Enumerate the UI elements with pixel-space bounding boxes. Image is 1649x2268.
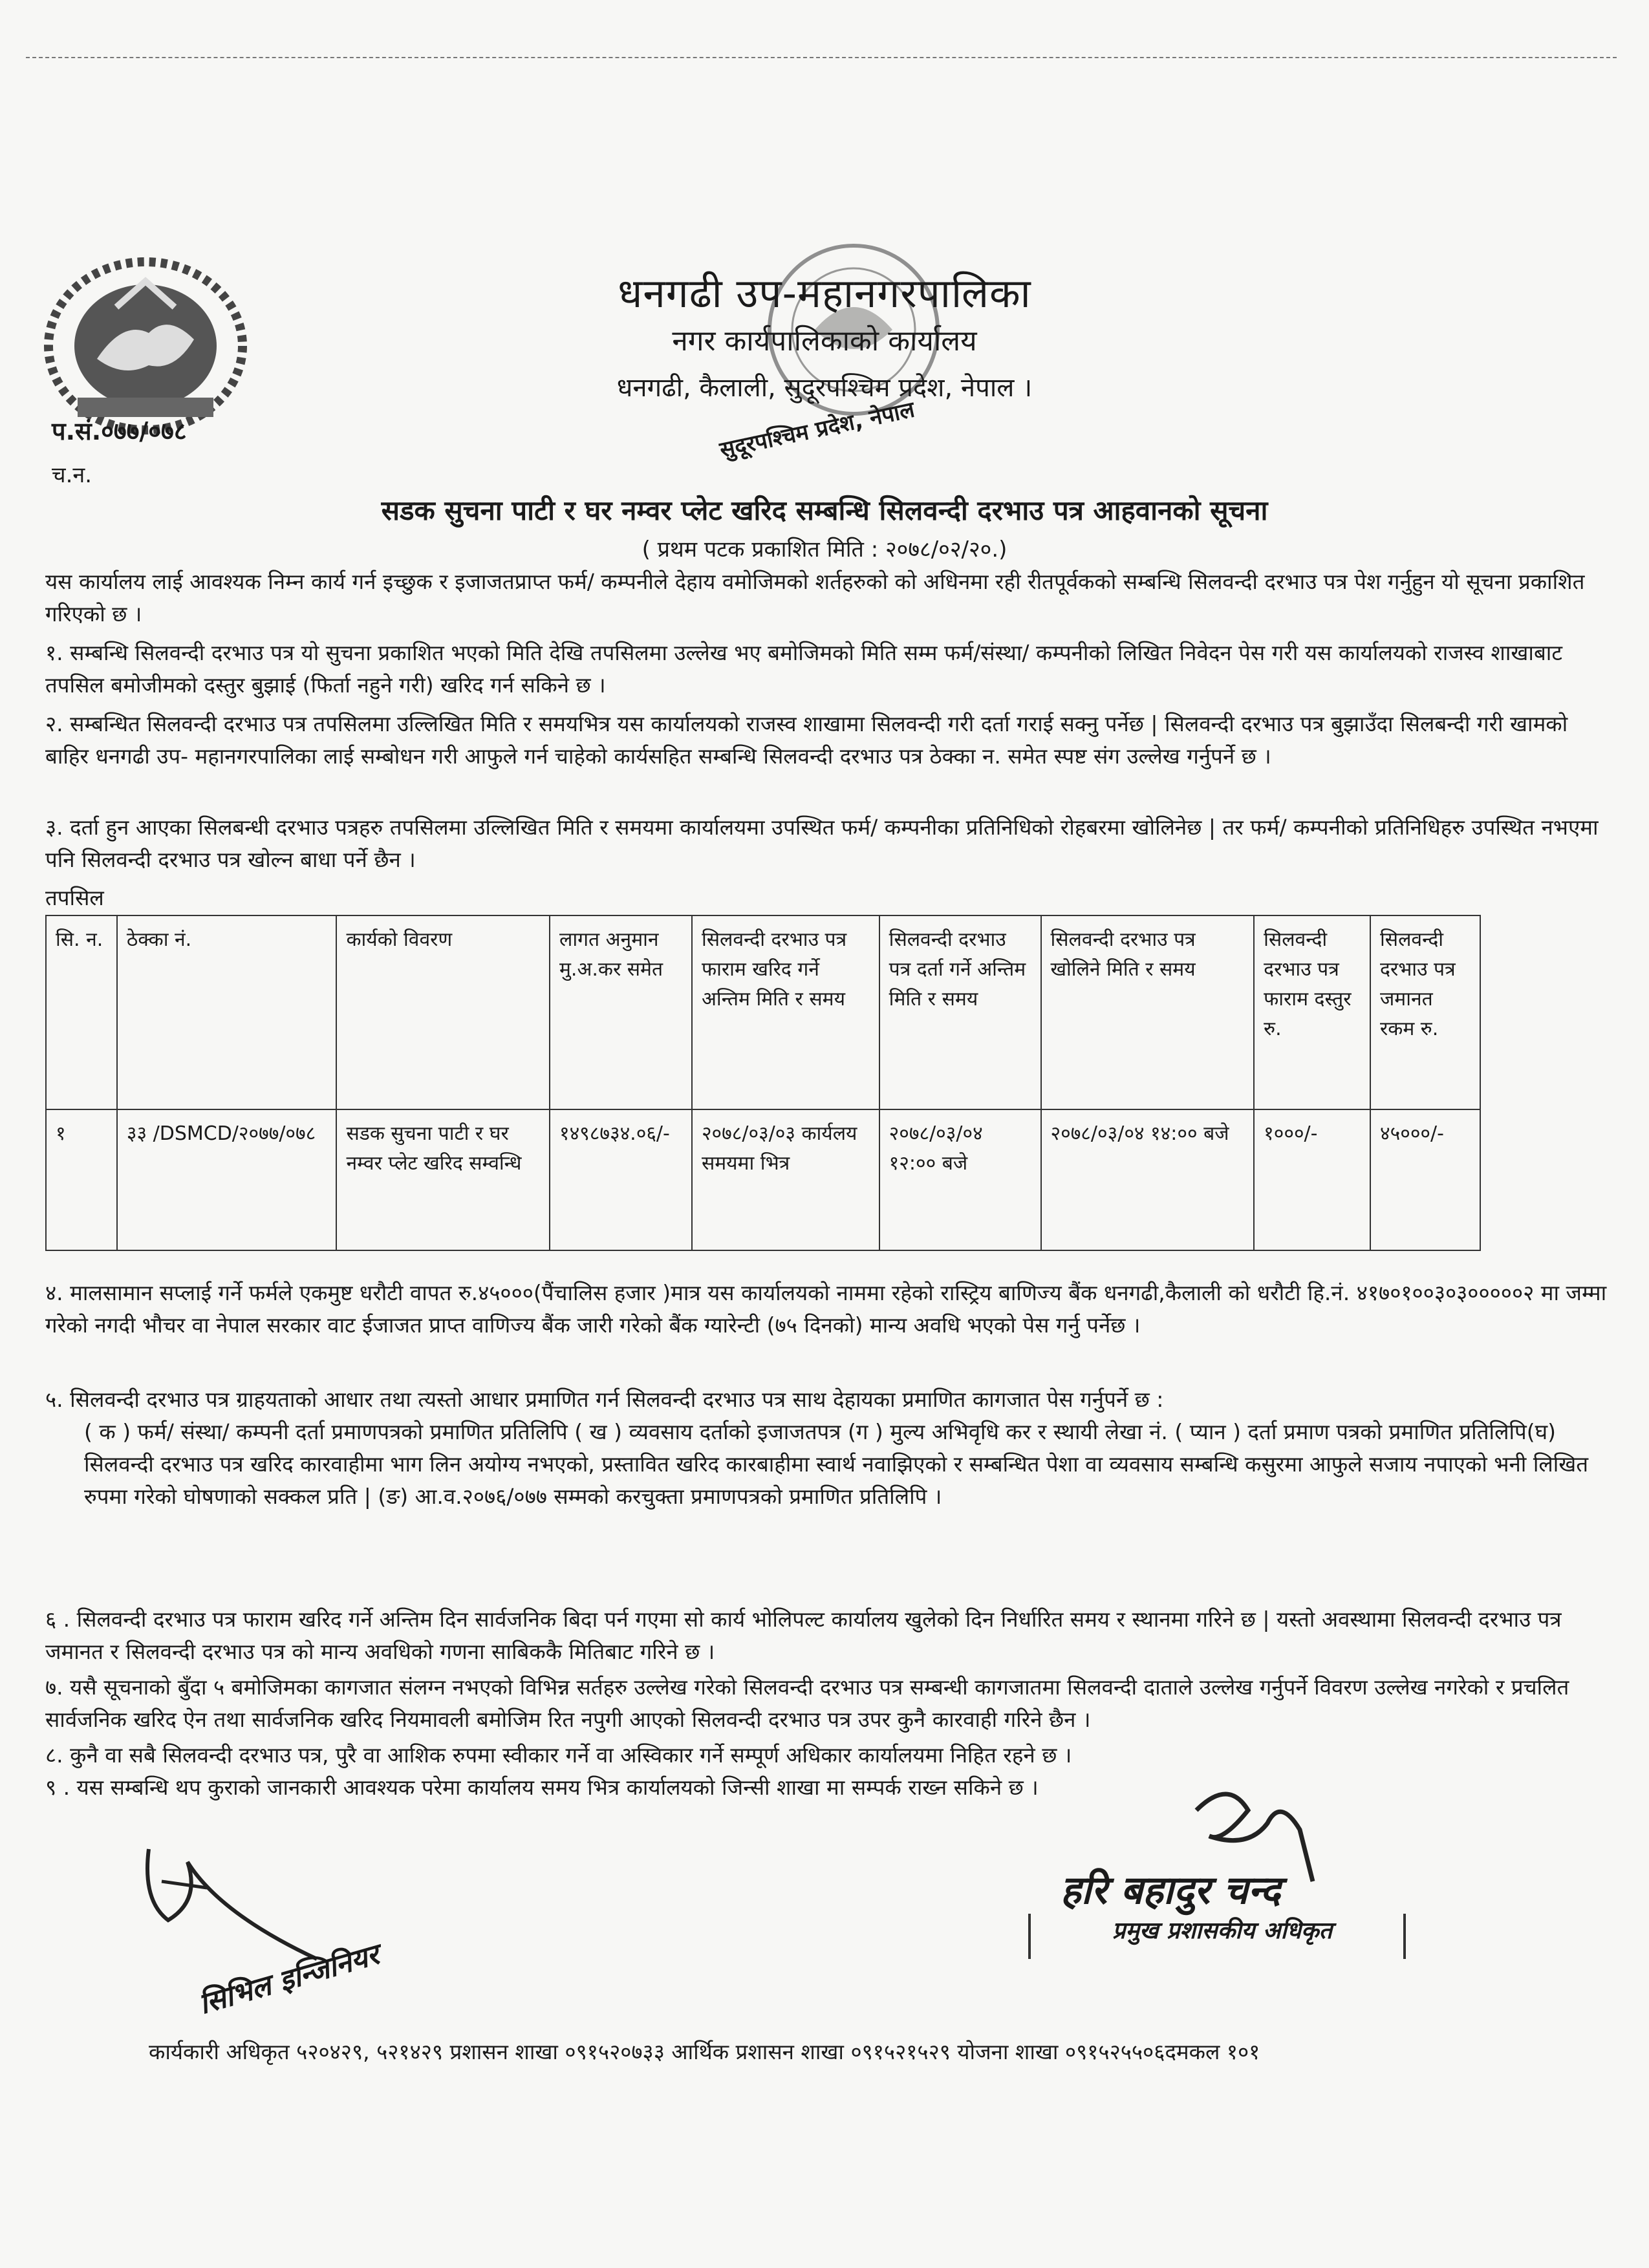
officer-bracket-right xyxy=(1403,1914,1406,1959)
intro-paragraph: यस कार्यालय लाई आवश्यक निम्न कार्य गर्न इच्छुक र इजाजतप्राप्त फर्म/ कम्पनीले देहाय वमोजिमको शर्तहरुको को अधिनमा रही रीतपूर्वकको सम्बन्धि सिलवन्दी दरभाउ पत्र पेश गर्नुहुन यो सूचना प्रकाशित गरिएको छ । xyxy=(45,569,1585,626)
cell-opening-date: २०७८/०३/०४ १४:०० बजे xyxy=(1041,1109,1255,1250)
clause-2: २. सम्बन्धित सिलवन्दी दरभाउ पत्र तपसिलमा उल्लिखित मिति र समयभित्र यस कार्यालयको राजस्व शाखामा सिलवन्दी गरी दर्ता गराई सक्नु पर्नेछ | सिलवन्दी दरभाउ पत्र बुझाउँदा सिलबन्दी गरी खामको बाहिर धनगढी उप- महानगरपालिका लाई सम्बोधन गरी आफुले गर्न चाहेको कार्यसहित सम्बन्धि सिलवन्दी दरभाउ पत्र ठेक्का न. समेत स्पष्ट संग उल्लेख गर्नुपर्ने छ । xyxy=(45,711,1568,769)
tender-table xyxy=(45,915,1481,1251)
engineer-title: सिभिल इन्जिनियर xyxy=(195,1938,383,2021)
cell-description: सडक सुचना पाटी र घर नम्वर प्लेट खरिद सम्वन्धि xyxy=(336,1109,550,1250)
clause-8: ८. कुनै वा सबै सिलवन्दी दरभाउ पत्र, पुरै वा आशिक रुपमा स्वीकार गर्ने वा अस्विकार गर्ने सम्पूर्ण अधिकार कार्यालयमा निहित रहने छ । xyxy=(45,1742,1072,1768)
cell-contract-no: ३३ /DSMCD/२०७७/०७८ xyxy=(117,1109,337,1250)
officer-name: हरि बहादुर चन्द xyxy=(1061,1868,1281,1913)
table-row xyxy=(46,1109,1480,1250)
clause-1: १. सम्बन्धि सिलवन्दी दरभाउ पत्र यो सुचना प्रकाशित भएको मिति देखि तपसिलमा उल्लेख भए बमोजिमको मिति सम्म फर्म/संस्था/ कम्पनीको लिखित निवेदन पेस गरी यस कार्यालयको राजस्व शाखाबाट तपसिल बमोजीमको दस्तुर बुझाई (फिर्ता नहुने गरी) खरिद गर्न सकिने छ । xyxy=(45,640,1562,698)
cell-serial: १ xyxy=(46,1109,117,1250)
col-header-submission-deadline: सिलवन्दी दरभाउ पत्र दर्ता गर्ने अन्तिम मिति र समय xyxy=(879,915,1041,1109)
dispatch-number: च.न. xyxy=(52,462,92,488)
col-header-cost-estimate: लागत अनुमान मु.अ.कर समेत xyxy=(550,915,692,1109)
clause-5 xyxy=(45,1384,1610,1513)
cell-purchase-deadline: २०७८/०३/०३ कार्यलय समयमा भित्र xyxy=(692,1109,879,1250)
cell-bid-security: ४५०००/- xyxy=(1370,1109,1480,1250)
cell-cost-estimate: १४९८७३४.०६/- xyxy=(550,1109,692,1250)
col-header-opening-date: सिलवन्दी दरभाउ पत्र खोलिने मिति र समय xyxy=(1041,915,1255,1109)
notice-title: सडक सुचना पाटी र घर नम्वर प्लेट खरिद सम्बन्धि सिलवन्दी दरभाउ पत्र आहवानको सूचना xyxy=(381,495,1268,526)
cell-submission-deadline: २०७८/०३/०४ १२:०० बजे xyxy=(879,1109,1041,1250)
officer-title: प्रमुख प्रशासकीय अधिकृत xyxy=(1112,1918,1333,1944)
municipality-name: धनगढी उप-महानगरपालिका xyxy=(618,270,1031,317)
top-dashed-rule xyxy=(26,57,1617,58)
office-address: धनगढी, कैलाली, सुदूरपश्चिम प्रदेश, नेपाल । xyxy=(616,373,1033,403)
letter-number: प.सं.०७७/०७८ xyxy=(52,417,187,445)
clause-9: ९ . यस सम्बन्धि थप कुराको जानकारी आवश्यक परेमा कार्यालय समय भित्र कार्यालयको जिन्सी शाखा मा सम्पर्क राख्न सकिने छ । xyxy=(45,1775,1039,1800)
clause-4: ४. मालसामान सप्लाई गर्ने फर्मले एकमुष्ट धरौटी वापत रु.४५०००(पैंचालिस हजार )मात्र यस कार्यालयको नाममा रहेको रास्ट्रिय बाणिज्य बैंक धनगढी,कैलाली को धरौटी हि.नं. ४१७०१००३०३०००००२ मा जम्मा गरेको नगदी भौचर वा नेपाल सरकार वाट ईजाजत प्राप्त वाणिज्य बैंक जारी गरेको बैंक ग्यारेन्टी (७५ दिनको) मान्य अवधि भएको पेस गर्नु पर्नेछ । xyxy=(45,1280,1607,1338)
office-name: नगर कार्यपालिकाको कार्यालय xyxy=(672,325,977,358)
col-header-contract-no: ठेक्का नं. xyxy=(117,915,337,1109)
schedule-label: तपसिल xyxy=(45,885,104,910)
clause-3: ३. दर्ता हुन आएका सिलबन्धी दरभाउ पत्रहरु तपसिलमा उल्लिखित मिति र समयमा कार्यालयमा उपस्थित फर्म/ कम्पनीका प्रतिनिधिको रोहबरमा खोलिनेछ | तर फर्म/ कम्पनीको प्रतिनिधिहरु उपस्थित नभएमा पनि सिलवन्दी दरभाउ पत्र खोल्न बाधा पर्ने छैन । xyxy=(45,815,1599,872)
footer-contacts: कार्यकारी अधिकृत ५२०४२९, ५२१४२९ प्रशासन शाखा ०९१५२०७३३ आर्थिक प्रशासन शाखा ०९१५२१५२९ योजना शाखा ०९१५२५५०६दमकल १०१ xyxy=(149,2039,1260,2064)
seal-text: सुदूरपश्चिम प्रदेश, नेपाल xyxy=(717,396,917,464)
clause-5-lead: ५. सिलवन्दी दरभाउ पत्र ग्राहयताको आधार तथा त्यस्तो आधार प्रमाणित गर्न सिलवन्दी दरभाउ पत्र साथ देहायका प्रमाणित कागजात पेस गर्नुपर्ने छ : xyxy=(45,1387,1164,1412)
clause-7: ७. यसै सूचनाको बुँदा ५ बमोजिमका कागजात संलग्न नभएको विभिन्न सर्तहरु उल्लेख गरेको सिलवन्दी दरभाउ पत्र सम्बन्धी कागजातमा सिलवन्दी दाताले उल्लेख गर्नुपर्ने विवरण उल्लेख नगरेको र प्रचलित सार्वजनिक खरिद ऐन तथा सार्वजनिक खरिद नियमावली बमोजिम रित नपुगी आएको सिलवन्दी दरभाउ पत्र उपर कुनै कारवाही गरिने छैन । xyxy=(45,1674,1569,1732)
notice-subtitle: ( प्रथम पटक प्रकाशित मिति : २०७८/०२/२०.) xyxy=(641,537,1008,562)
officer-bracket-left xyxy=(1028,1914,1031,1959)
clause-5-detail: ( क ) फर्म/ संस्था/ कम्पनी दर्ता प्रमाणपत्रको प्रमाणित प्रतिलिपि ( ख ) व्यवसाय दर्ताको इजाजतपत्र (ग ) मुल्य अभिवृधि कर र स्थायी लेखा नं. ( प्यान ) दर्ता प्रमाण पत्रको प्रमाणित प्रतिलिपि(घ) सिलवन्दी दरभाउ पत्र खरिद कारवाहीमा भाग लिन अयोग्य नभएको, प्रस्तावित खरिद कारबाहीमा स्वार्थ नवाझिएको र सम्बन्धित पेशा वा व्यवसाय सम्बन्धि कसुरमा आफुले सजाय नपाएको भनी लिखित रुपमा गरेको घोषणाको सक्कल प्रति | (ङ) आ.व.२०७६/०७७ सम्मको करचुक्ता प्रमाणपत्रको प्रमाणित प्रतिलिपि । xyxy=(84,1419,1589,1509)
col-header-form-fee: सिलवन्दी दरभाउ पत्र फाराम दस्तुर रु. xyxy=(1254,915,1370,1109)
table-header-row xyxy=(46,915,1480,1109)
col-header-bid-security: सिलवन्दी दरभाउ पत्र जमानत रकम रु. xyxy=(1370,915,1480,1109)
clause-6: ६ . सिलवन्दी दरभाउ पत्र फाराम खरिद गर्ने अन्तिम दिन सार्वजनिक बिदा पर्न गएमा सो कार्य भोलिपल्ट कार्यालय खुलेको दिन निर्धारित समय र स्थानमा गरिने छ | यस्तो अवस्थामा सिलवन्दी दरभाउ पत्र जमानत र सिलवन्दी दरभाउ पत्र को मान्य अवधिको गणना साबिककै मितिबाट गरिने छ । xyxy=(45,1607,1562,1664)
cell-form-fee: १०००/- xyxy=(1254,1109,1370,1250)
col-header-description: कार्यको विवरण xyxy=(336,915,550,1109)
col-header-serial: सि. न. xyxy=(46,915,117,1109)
col-header-purchase-deadline: सिलवन्दी दरभाउ पत्र फाराम खरिद गर्ने अन्तिम मिति र समय xyxy=(692,915,879,1109)
